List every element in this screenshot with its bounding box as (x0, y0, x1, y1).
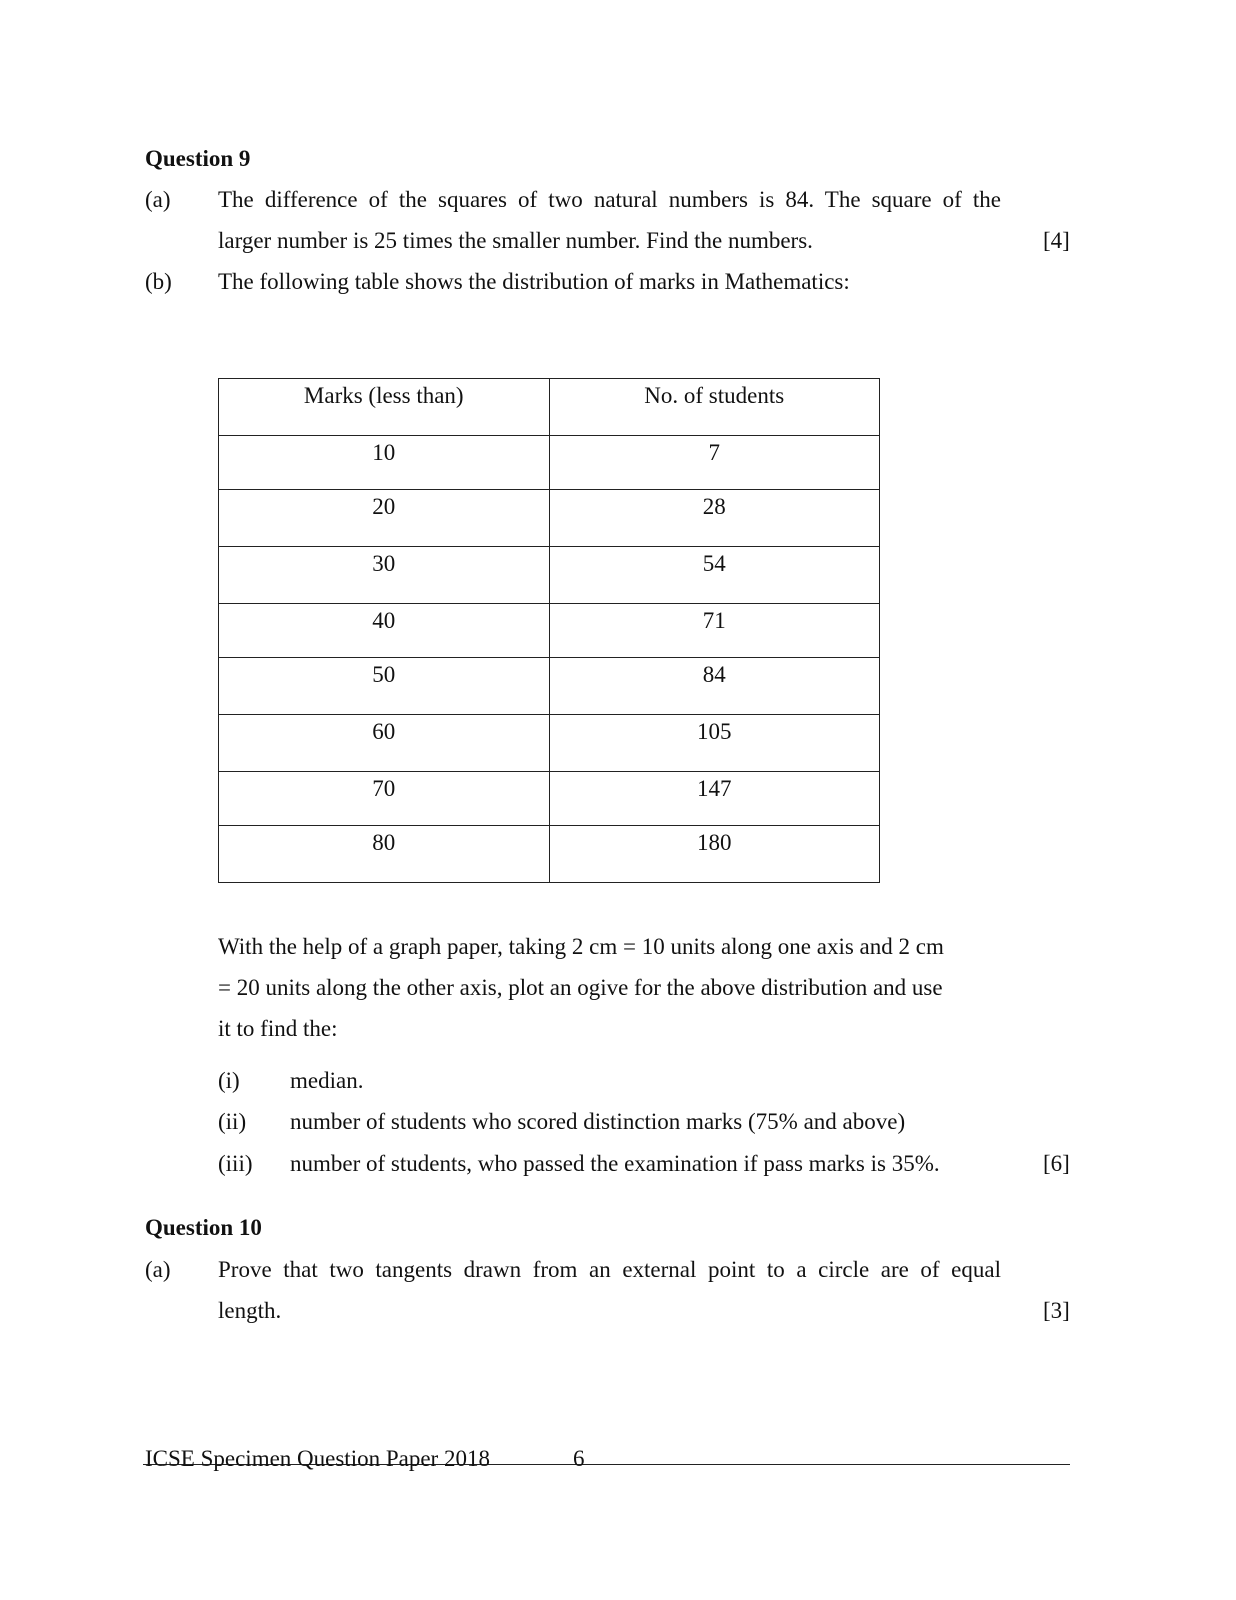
cell-marks: 40 (219, 604, 550, 658)
q9a-marks: [4] (1043, 228, 1070, 253)
table-row (219, 604, 880, 658)
cell-students: 54 (549, 547, 880, 604)
q9b-para-line1: With the help of a graph paper, taking 2 cm = 10 units along one axis and 2 cm (218, 934, 944, 959)
cell-students: 28 (549, 490, 880, 547)
marks-distribution-table (218, 378, 880, 883)
cell-marks: 50 (219, 658, 550, 715)
q9b-text: The following table shows the distribution of marks in Mathematics: (218, 269, 850, 294)
table-row (219, 547, 880, 604)
q9b-para-line3: it to find the: (218, 1016, 338, 1041)
cell-students: 71 (549, 604, 880, 658)
header-marks: Marks (less than) (219, 379, 550, 436)
subpart-i-text: median. (290, 1068, 364, 1093)
subpart-iii-label: (iii) (218, 1151, 253, 1176)
table-row (219, 436, 880, 490)
q10a-line2: length. (218, 1298, 282, 1323)
cell-marks: 20 (219, 490, 550, 547)
q9b-label: (b) (145, 269, 172, 294)
question-9-title: Question 9 (145, 146, 251, 171)
cell-marks: 30 (219, 547, 550, 604)
q9a-line1: The difference of the squares of two natural numbers is 84. The square of the (218, 187, 1001, 212)
q9b-para-line2: = 20 units along the other axis, plot an ogive for the above distribution and use (218, 975, 943, 1000)
subpart-ii-text: number of students who scored distinction marks (75% and above) (290, 1109, 906, 1134)
page-number: 6 (573, 1446, 585, 1471)
question-10-title: Question 10 (145, 1215, 262, 1240)
footer-title: ICSE Specimen Question Paper 2018 (145, 1446, 490, 1471)
cell-students: 105 (549, 715, 880, 772)
q9a-label: (a) (145, 187, 171, 212)
cell-marks: 80 (219, 826, 550, 883)
table-row (219, 826, 880, 883)
cell-students: 84 (549, 658, 880, 715)
cell-students: 7 (549, 436, 880, 490)
cell-students: 180 (549, 826, 880, 883)
q10a-label: (a) (145, 1257, 171, 1282)
subpart-i-label: (i) (218, 1068, 240, 1093)
q10a-marks: [3] (1043, 1298, 1070, 1323)
table-row (219, 772, 880, 826)
cell-marks: 10 (219, 436, 550, 490)
subpart-iii-text: number of students, who passed the examination if pass marks is 35%. (290, 1151, 940, 1176)
cell-marks: 60 (219, 715, 550, 772)
cell-marks: 70 (219, 772, 550, 826)
header-students: No. of students (549, 379, 880, 436)
table-row (219, 490, 880, 547)
cell-students: 147 (549, 772, 880, 826)
table-row (219, 658, 880, 715)
q9a-line2: larger number is 25 times the smaller number. Find the numbers. (218, 228, 813, 253)
table-row (219, 715, 880, 772)
table-header-row (219, 379, 880, 436)
subpart-ii-label: (ii) (218, 1109, 247, 1134)
q9b-marks: [6] (1043, 1151, 1070, 1176)
q10a-line1: Prove that two tangents drawn from an external point to a circle are of equal (218, 1257, 1001, 1282)
